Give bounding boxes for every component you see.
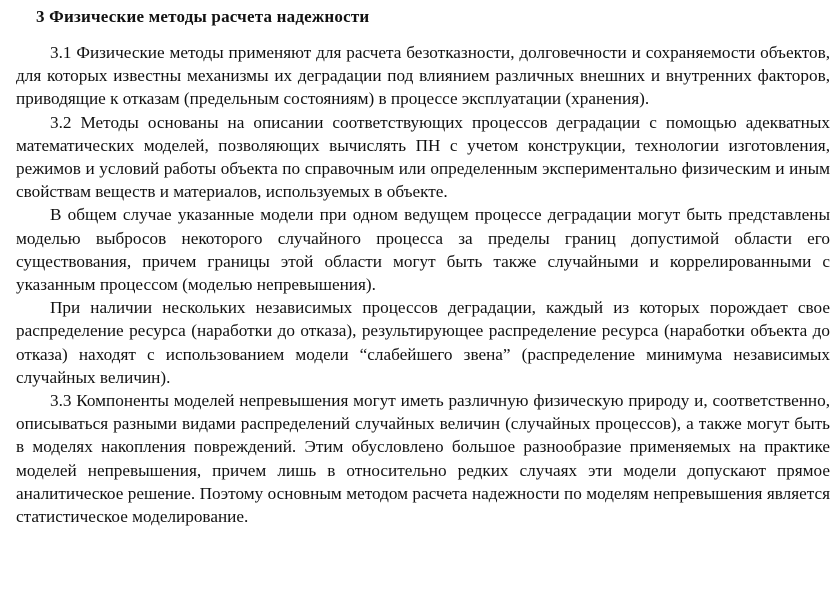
paragraph-degradation-model: В общем случае указанные модели при одном ведущем процессе деградации могут быть представлены моделью выбросов некоторого случайного процесса за пределы границ допустимой области его существования, причем границы этой области могут быть также случайными и коррелированными с указанным процессом (моделью непревышения).	[16, 205, 830, 295]
paragraph-3-3: 3.3 Компоненты моделей непревышения могут иметь различную физическую природу и, соответственно, описываться разными видами распределений случайных величин (случайных процессов), а также могут быть в моделях накопления повреждений. Этим обусловлено большое разнообразие применяемых на практике моделей непревышения, причем лишь в относительно редких случаях эти модели допускают прямое аналитическое решение. Поэтому основным методом расчета надежности по моделям непревышения является статистическое моделирование.	[16, 391, 830, 527]
section-title: 3 Физические методы расчета надежности	[36, 7, 370, 26]
paragraph-weakest-link: При наличии нескольких независимых процессов деградации, каждый из которых порождает свое распределение ресурса (наработки до отказа), результирующее распределение ресурса (наработки объекта до отказа) находят с использованием модели “слабейшего звена” (распределение минимума независимых случайных величин).	[16, 298, 830, 387]
paragraph-3-1: 3.1 Физические методы применяют для расчета безотказности, долговечности и сохраняемости объектов, для которых известны механизмы их деградации под влиянием различных внешних и внутренних факторов, приводящие к отказам (предельным состояниям) в процессе эксплуатации (хранения).	[16, 43, 830, 109]
document-page	[16, 6, 830, 528]
paragraph-3-2: 3.2 Методы основаны на описании соответствующих процессов деградации с помощью адекватных математических моделей, позволяющих вычислять ПН с учетом конструкции, технологии изготовления, режимов и условий работы объекта по справочным или определенным экспериментально физическим и иным свойствам веществ и материалов, используемых в объекте.	[16, 112, 830, 202]
